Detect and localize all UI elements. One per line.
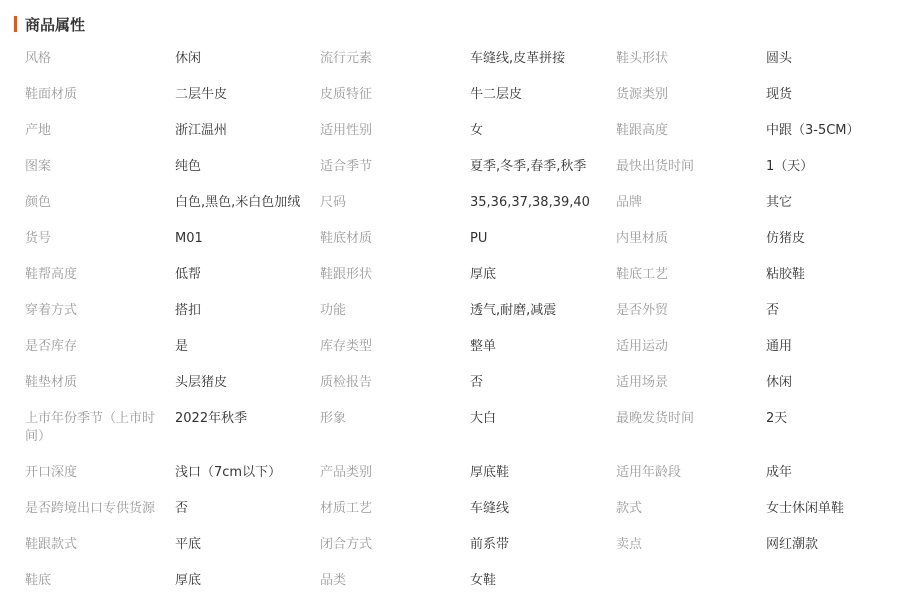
attribute-label: 图案 bbox=[25, 159, 52, 174]
attribute-value: 否 bbox=[175, 501, 189, 516]
attribute-value: 整单 bbox=[470, 339, 497, 354]
attribute-label: 鞋跟高度 bbox=[616, 123, 669, 138]
attribute-value: 女士休闲单鞋 bbox=[766, 501, 845, 516]
attribute-label: 适用年龄段 bbox=[616, 465, 682, 480]
attribute-value: 头层猪皮 bbox=[175, 375, 228, 390]
attribute-value: 中跟（3-5CM） bbox=[766, 123, 860, 138]
attribute-value: 浅口（7cm以下） bbox=[175, 465, 282, 480]
attribute-value: 否 bbox=[470, 375, 484, 390]
attribute-label: 风格 bbox=[25, 51, 52, 66]
attribute-value: 透气,耐磨,减震 bbox=[470, 303, 557, 318]
attribute-value: 车缝线 bbox=[470, 501, 510, 516]
attribute-label: 形象 bbox=[320, 411, 347, 426]
attribute-value: 休闲 bbox=[175, 51, 202, 66]
attribute-label: 产地 bbox=[25, 123, 52, 138]
attribute-value: 平底 bbox=[175, 537, 202, 552]
attribute-label: 适用运动 bbox=[616, 339, 669, 354]
attribute-value: 二层牛皮 bbox=[175, 87, 228, 102]
attribute-label: 适合季节 bbox=[320, 159, 373, 174]
attribute-label: 开口深度 bbox=[25, 465, 78, 480]
attribute-label: 是否库存 bbox=[25, 339, 78, 354]
attribute-label: 库存类型 bbox=[320, 339, 373, 354]
attribute-label: 品牌 bbox=[616, 195, 643, 210]
attribute-value: PU bbox=[470, 231, 488, 246]
attribute-value: 2天 bbox=[766, 411, 788, 426]
attribute-label: 鞋跟形状 bbox=[320, 267, 373, 282]
attribute-label: 材质工艺 bbox=[320, 501, 373, 516]
attribute-value: 2022年秋季 bbox=[175, 411, 248, 426]
attribute-value: 前系带 bbox=[470, 537, 510, 552]
attribute-value: 圆头 bbox=[766, 51, 793, 66]
attribute-value: 通用 bbox=[766, 339, 793, 354]
attribute-value: 夏季,冬季,春季,秋季 bbox=[470, 159, 587, 174]
attribute-label: 鞋头形状 bbox=[616, 51, 669, 66]
attribute-value: 车缝线,皮革拼接 bbox=[470, 51, 566, 66]
attribute-label: 货源类别 bbox=[616, 87, 669, 102]
attribute-value: 厚底 bbox=[470, 267, 497, 282]
attribute-label: 上市年份季节（上市时间） bbox=[25, 411, 156, 444]
attribute-value: 纯色 bbox=[175, 159, 202, 174]
attribute-label: 颜色 bbox=[25, 195, 52, 210]
attribute-label: 是否跨境出口专供货源 bbox=[25, 501, 156, 516]
attribute-label: 内里材质 bbox=[616, 231, 669, 246]
attribute-label: 鞋跟款式 bbox=[25, 537, 78, 552]
attribute-value: 是 bbox=[175, 339, 189, 354]
attribute-value: 仿猪皮 bbox=[766, 231, 806, 246]
section-title: 商品属性 bbox=[25, 15, 86, 34]
attribute-value: 大白 bbox=[470, 411, 497, 426]
attribute-label: 鞋底 bbox=[25, 573, 52, 588]
attribute-value: 牛二层皮 bbox=[470, 87, 523, 102]
attribute-value: M01 bbox=[175, 231, 203, 246]
attribute-value: 其它 bbox=[766, 195, 793, 210]
attribute-label: 适用性别 bbox=[320, 123, 373, 138]
attribute-label: 闭合方式 bbox=[320, 537, 373, 552]
attribute-label: 鞋底材质 bbox=[320, 231, 373, 246]
attribute-value: 厚底鞋 bbox=[470, 465, 510, 480]
attribute-label: 卖点 bbox=[616, 537, 643, 552]
attribute-value: 厚底 bbox=[175, 573, 202, 588]
attribute-value: 浙江温州 bbox=[175, 123, 228, 138]
attribute-label: 尺码 bbox=[320, 195, 347, 210]
attribute-value: 网红潮款 bbox=[766, 537, 819, 552]
attribute-value: 搭扣 bbox=[175, 303, 202, 318]
attribute-value: 白色,黑色,米白色加绒 bbox=[175, 195, 301, 210]
attribute-label: 适用场景 bbox=[616, 375, 669, 390]
attribute-value: 女 bbox=[470, 123, 484, 138]
attribute-label: 功能 bbox=[320, 303, 347, 318]
attribute-label: 鞋帮高度 bbox=[25, 267, 78, 282]
attribute-value: 低帮 bbox=[175, 267, 202, 282]
attribute-label: 款式 bbox=[616, 501, 643, 516]
attribute-value: 1（天） bbox=[766, 159, 814, 174]
attribute-label: 流行元素 bbox=[320, 51, 373, 66]
attribute-value: 休闲 bbox=[766, 375, 793, 390]
attribute-label: 鞋面材质 bbox=[25, 87, 78, 102]
attribute-label: 皮质特征 bbox=[320, 87, 373, 102]
attribute-value: 否 bbox=[766, 303, 780, 318]
attribute-value: 35,36,37,38,39,40 bbox=[470, 195, 590, 210]
attribute-label: 穿着方式 bbox=[25, 303, 78, 318]
attribute-label: 货号 bbox=[25, 231, 52, 246]
attribute-label: 质检报告 bbox=[320, 375, 373, 390]
attribute-value: 粘胶鞋 bbox=[766, 267, 806, 282]
attribute-value: 成年 bbox=[766, 465, 793, 480]
attribute-label: 最快出货时间 bbox=[616, 159, 695, 174]
attribute-label: 鞋底工艺 bbox=[616, 267, 669, 282]
attribute-label: 品类 bbox=[320, 573, 347, 588]
attribute-label: 产品类别 bbox=[320, 465, 373, 480]
attribute-label: 最晚发货时间 bbox=[616, 411, 695, 426]
attribute-value: 现货 bbox=[766, 87, 793, 102]
attribute-value: 女鞋 bbox=[470, 573, 497, 588]
attribute-label: 鞋垫材质 bbox=[25, 375, 78, 390]
attribute-label: 是否外贸 bbox=[616, 303, 669, 318]
